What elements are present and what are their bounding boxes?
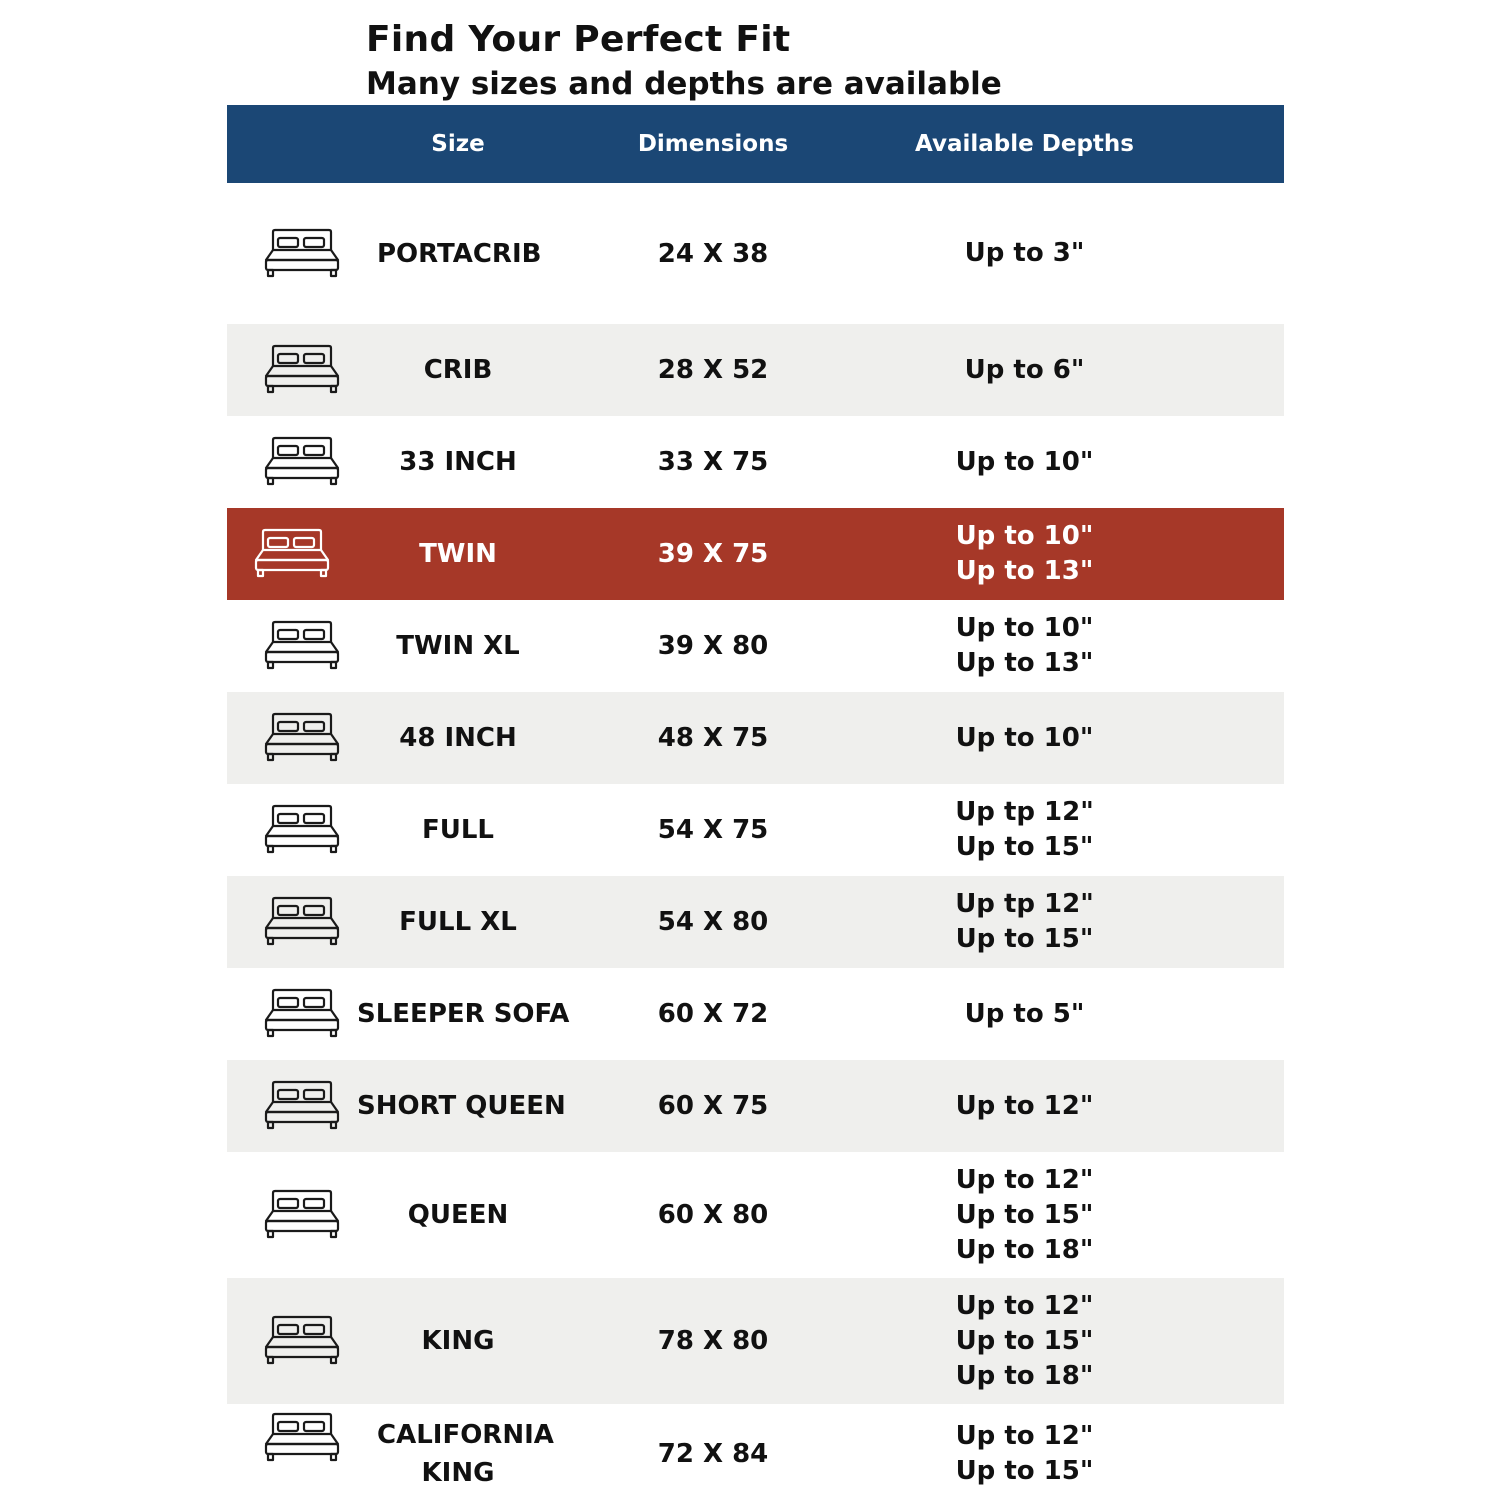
bed-icon xyxy=(227,436,377,488)
bed-icon xyxy=(227,1189,377,1241)
bed-icon xyxy=(227,988,377,1040)
dimensions-cell: 28 X 52 xyxy=(657,355,769,385)
depth-option: Up to 13" xyxy=(955,648,1094,678)
size-cell: FULL xyxy=(421,815,494,845)
dimensions-cell: 39 X 75 xyxy=(657,539,769,569)
depths-cell xyxy=(887,1163,1162,1268)
size-table xyxy=(227,105,1284,1504)
depth-option: Up to 13" xyxy=(955,556,1094,586)
depths-cell xyxy=(887,795,1162,865)
depth-option: Up to 12" xyxy=(955,1421,1094,1451)
bed-icon xyxy=(227,712,377,764)
size-cell: 33 INCH xyxy=(399,447,517,477)
depth-option: Up to 10" xyxy=(955,613,1094,643)
depth-option: Up to 18" xyxy=(955,1360,1094,1391)
size-cell: PORTACRIB xyxy=(377,238,542,269)
depth-option: Up to 12" xyxy=(955,1164,1094,1195)
size-cell: FULL XL xyxy=(399,907,517,937)
depths-cell xyxy=(887,353,1162,388)
depth-option: Up to 10" xyxy=(955,446,1094,477)
bed-icon xyxy=(227,1404,377,1464)
table-row xyxy=(227,1404,1284,1504)
table-row xyxy=(227,1278,1284,1404)
dimensions-cell: 39 X 80 xyxy=(657,631,769,661)
depth-option: Up tp 12" xyxy=(955,889,1094,919)
size-cell: 48 INCH xyxy=(399,723,517,753)
table-row xyxy=(227,508,1284,600)
table-row xyxy=(227,183,1284,324)
table-row xyxy=(227,692,1284,784)
bed-icon xyxy=(227,344,377,396)
table-row xyxy=(227,968,1284,1060)
bed-icon xyxy=(227,804,377,856)
depth-option: Up to 15" xyxy=(955,1325,1094,1356)
table-row xyxy=(227,600,1284,692)
depths-cell xyxy=(887,519,1162,589)
size-cell: TWIN xyxy=(419,539,497,569)
page-title: Find Your Perfect Fit xyxy=(366,19,791,60)
depth-option: Up to 15" xyxy=(955,924,1094,954)
size-cell: SLEEPER SOFA xyxy=(357,999,570,1029)
bed-icon xyxy=(227,896,377,948)
depths-cell xyxy=(887,887,1162,957)
size-cell: CRIB xyxy=(423,355,493,385)
depth-option: Up tp 12" xyxy=(955,797,1094,827)
dimensions-cell: 24 X 38 xyxy=(657,238,769,269)
table-row xyxy=(227,416,1284,508)
depth-option: Up to 12" xyxy=(955,1290,1094,1321)
column-header-size: Size xyxy=(431,131,485,157)
dimensions-cell: 48 X 75 xyxy=(657,723,769,753)
dimensions-cell: 78 X 80 xyxy=(657,1326,769,1356)
size-cell: QUEEN xyxy=(407,1200,509,1230)
size-cell: CALIFORNIA KING xyxy=(377,1420,554,1488)
size-cell: KING xyxy=(421,1326,495,1356)
depths-cell xyxy=(887,236,1162,271)
depth-option: Up to 15" xyxy=(955,832,1094,862)
depth-option: Up to 6" xyxy=(964,354,1085,385)
table-row xyxy=(227,1152,1284,1278)
depth-option: Up to 12" xyxy=(955,1090,1094,1121)
table-body xyxy=(227,183,1284,1504)
dimensions-cell: 54 X 75 xyxy=(657,815,769,845)
depth-option: Up to 10" xyxy=(955,521,1094,551)
table-row xyxy=(227,1060,1284,1152)
depths-cell xyxy=(887,445,1162,480)
depth-option: Up to 5" xyxy=(964,998,1085,1029)
table-row xyxy=(227,324,1284,416)
depth-option: Up to 10" xyxy=(955,722,1094,753)
depths-cell xyxy=(887,721,1162,756)
dimensions-cell: 60 X 80 xyxy=(657,1200,769,1230)
size-cell: TWIN XL xyxy=(396,631,520,661)
size-cell: SHORT QUEEN xyxy=(357,1091,566,1121)
depths-cell xyxy=(887,611,1162,681)
bed-icon xyxy=(227,528,377,580)
bed-icon xyxy=(227,1315,377,1367)
depths-cell xyxy=(887,997,1162,1032)
depths-cell xyxy=(887,1289,1162,1394)
bed-icon xyxy=(227,228,377,280)
bed-icon xyxy=(227,620,377,672)
depths-cell xyxy=(887,1419,1162,1489)
depth-option: Up to 15" xyxy=(955,1199,1094,1230)
table-row xyxy=(227,876,1284,968)
dimensions-cell: 60 X 72 xyxy=(657,999,769,1029)
dimensions-cell: 33 X 75 xyxy=(657,447,769,477)
depth-option: Up to 3" xyxy=(964,238,1085,268)
column-header-depths: Available Depths xyxy=(915,130,1134,157)
table-header xyxy=(227,105,1284,183)
table-row xyxy=(227,784,1284,876)
dimensions-cell: 60 X 75 xyxy=(657,1091,769,1121)
bed-icon xyxy=(227,1080,377,1132)
dimensions-cell: 54 X 80 xyxy=(657,907,769,937)
depth-option: Up to 15" xyxy=(955,1456,1094,1486)
depths-cell xyxy=(887,1089,1162,1124)
heading xyxy=(366,18,1002,104)
page-subtitle: Many sizes and depths are available xyxy=(366,66,1002,102)
dimensions-cell: 72 X 84 xyxy=(657,1439,769,1469)
depth-option: Up to 18" xyxy=(955,1234,1094,1265)
column-header-dimensions: Dimensions xyxy=(637,131,789,157)
